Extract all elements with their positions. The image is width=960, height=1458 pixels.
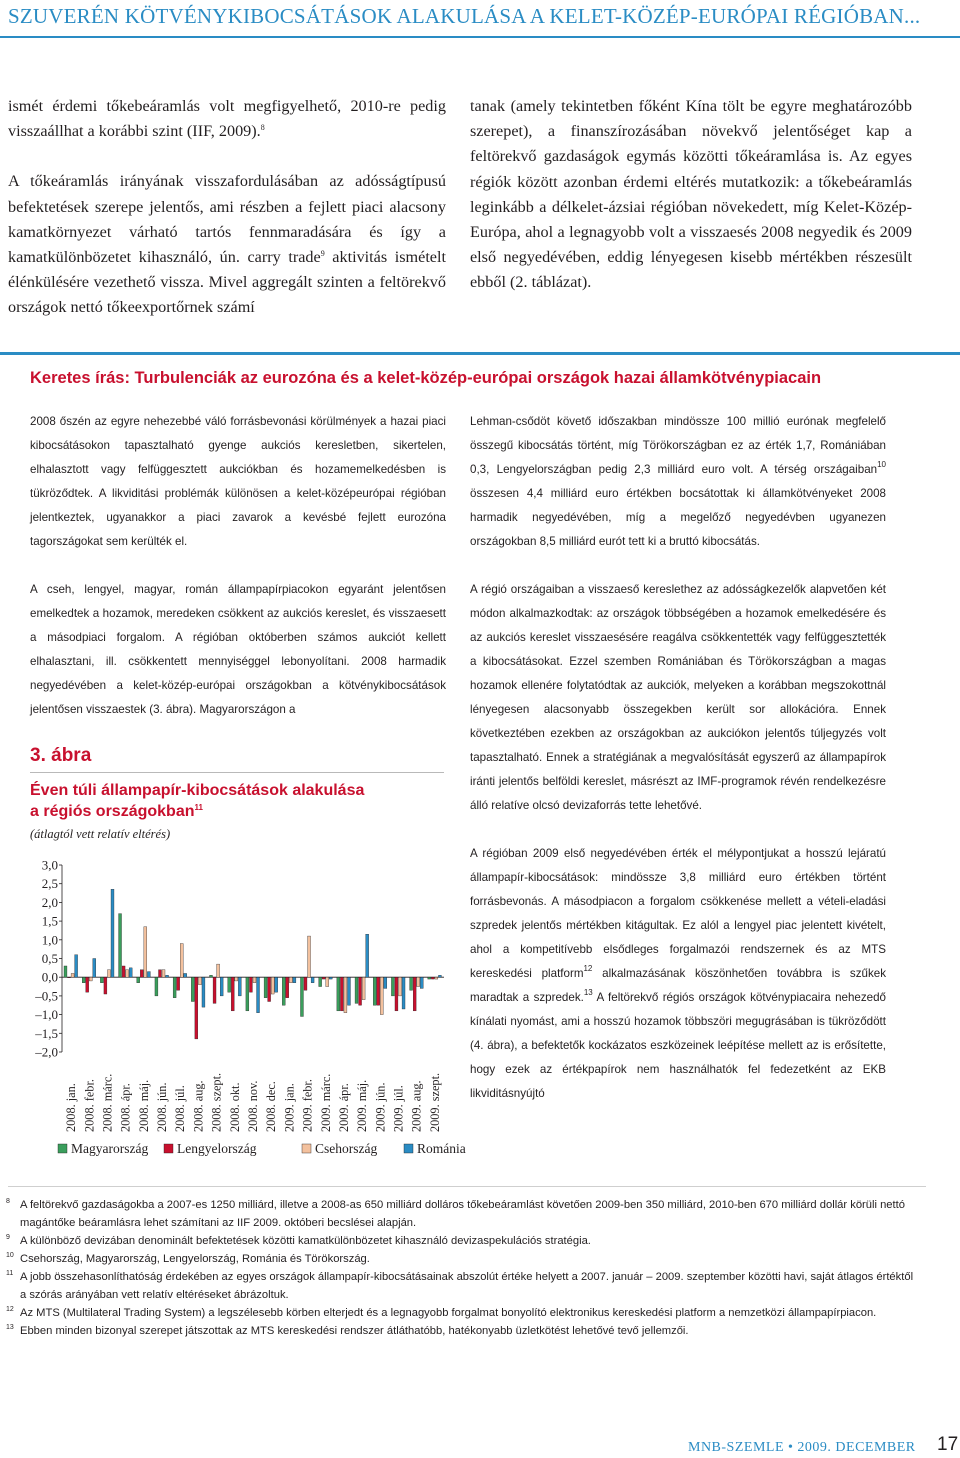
- bar-csehország-4: [144, 927, 147, 977]
- bar-lengyelország-10: [249, 977, 252, 992]
- footnote-8: 8 A feltörekvő gazdaságokba a 2007-es 1250 milliárd, illetve a 2008-as 650 milliárd dolláros tőkebeáramlást követően 2009-ben 350 milliárd, 2010-ben 670 milliárd dollár körüli nettó magántőke beáramlásra lehet számítani az IIF 2009. októberi becslései alapján.: [6, 1198, 905, 1229]
- bar-lengyelország-8: [213, 977, 216, 1003]
- bar-románia-6: [184, 973, 187, 977]
- bar-lengyelország-3: [122, 966, 125, 977]
- box-left-paragraph-2: A cseh, lengyel, magyar, román állampapírpiacokon egyaránt jelentősen emelkedtek a hozamok, meredeken csökkent az aukciós kereslet, és visszaesett a másodpiaci forgalom. A régióban októberben számos aukciót kellett elhalasztani, ill. csökkentett mennyiséggel lebonyolítani. 2008 harmadik negyedévében a kelet-közép-európai országokban a kötvénykibocsátások jelentősen visszaestek (3. ábra). Magyarországon a: [30, 583, 446, 716]
- footnote-12: 12 Az MTS (Multilateral Trading System) a legszélesebb körben elterjedt és a legnagyobb forgalmat bonyolító elektronikus kereskedési platform a nemzetközi állampapírpiacon.: [6, 1306, 877, 1319]
- figure-rule: [30, 772, 444, 773]
- legend-label-3: Románia: [417, 1141, 466, 1156]
- bar-lengyelország-9: [231, 977, 234, 1011]
- bar-lengyelország-7: [195, 977, 198, 1039]
- bar-románia-9: [238, 977, 241, 996]
- bar-chart: [20, 848, 466, 1168]
- bar-csehország-2: [107, 970, 110, 977]
- x-tick-label: 2009. márc.: [318, 1073, 333, 1132]
- bar-csehország-18: [399, 977, 402, 996]
- x-tick-label: 2008. nov.: [246, 1080, 260, 1132]
- bar-románia-0: [75, 955, 78, 977]
- bar-lengyelország-1: [86, 977, 89, 992]
- page-number: 17: [937, 1434, 959, 1455]
- bar-csehország-1: [89, 977, 92, 981]
- bar-lengyelország-5: [159, 970, 162, 977]
- bar-románia-2: [111, 889, 114, 977]
- x-tick-label: 2008. júl.: [173, 1085, 188, 1132]
- x-tick-label: 2009. jún.: [373, 1082, 388, 1132]
- bar-magyarország-12: [282, 977, 285, 1005]
- y-tick-label: 2,0: [41, 894, 58, 910]
- figure-number: 3. ábra: [30, 745, 92, 766]
- bar-magyarország-16: [355, 977, 358, 1003]
- x-tick-label: 2008. febr.: [82, 1079, 97, 1132]
- bar-magyarország-6: [173, 977, 176, 998]
- bar-magyarország-13: [300, 977, 303, 1016]
- bar-csehország-15: [344, 977, 347, 1013]
- x-tick-label: 2008. okt.: [227, 1082, 242, 1132]
- bar-románia-18: [402, 977, 405, 1009]
- box-top-rule: [0, 352, 960, 355]
- y-tick-label: 1,5: [41, 913, 58, 929]
- bar-csehország-14: [326, 977, 329, 986]
- x-tick-label: 2009. szept.: [427, 1072, 442, 1132]
- bar-románia-3: [129, 968, 132, 977]
- bar-románia-11: [275, 977, 278, 992]
- figure-title: Éven túli állampapír-kibocsátások alakulása a régiós országokban$^{11}$: [30, 782, 365, 820]
- x-tick-label: 2008. jan.: [64, 1083, 79, 1132]
- bar-lengyelország-20: [431, 977, 434, 979]
- footnote-13: 13 Ebben minden bizonyal szerepet játszottak az MTS kereskedési rendszer átláthatóbb, hatékonyabb üzletkötést lehetővé tevő jellemzői.: [6, 1324, 689, 1337]
- bar-magyarország-17: [373, 977, 376, 1005]
- bar-magyarország-0: [64, 966, 67, 977]
- bar-csehország-6: [180, 944, 183, 978]
- bar-csehország-7: [198, 977, 201, 984]
- box-left-column: [30, 410, 446, 722]
- x-tick-label: 2008. dec.: [264, 1081, 279, 1132]
- box-right-paragraph-1: Lehman-csődöt követő időszakban mindössze 100 millió eurónak megfelelő összegű kibocsátás történt, míg Törökországban ez az érték 1,7, Romániában 0,3, Lengyelországban pedig 2,3 milliárd euro volt. A térség országaiban$^{10}$ összesen 4,4 milliárd euro értékben bocsátottak ki államkötvényeket 2008 harmadik negyedévében, míg a megelőző negyedévben ugyanezen országokban 8,5 milliárd eurót tett ki a bruttó kibocsátás.: [470, 415, 886, 548]
- footnote-11: 11 A jobb összehasonlíthatóság érdekében az egyes országok állampapír-kibocsátásainak abszolút értéke helyett a 2007. január – 2009. szeptember közötti havi, saját átlagos értéktől a szórás arányában vett relatív eltéréseket ábrázoltuk.: [6, 1270, 914, 1301]
- y-tick-label: 3,0: [41, 857, 58, 873]
- bar-lengyelország-17: [377, 977, 380, 1005]
- bar-magyarország-15: [337, 977, 340, 1011]
- footnotes: [6, 1196, 915, 1340]
- bar-lengyelország-11: [268, 977, 271, 1001]
- bar-csehország-12: [289, 977, 292, 983]
- bar-románia-20: [438, 975, 441, 977]
- bar-csehország-10: [253, 977, 256, 983]
- bar-csehország-3: [126, 970, 129, 977]
- intro-left-paragraph-1: ismét érdemi tőkebeáramlás volt megfigyelhető, 2010-re pedig visszaállhat a korábbi szint (IIF, 2009).$^8$: [8, 97, 446, 141]
- legend-swatch-0: [58, 1144, 67, 1153]
- x-tick-label: 2008. ápr.: [118, 1083, 133, 1132]
- y-tick-label: –1,0: [35, 1007, 58, 1023]
- bar-csehország-5: [162, 970, 165, 977]
- bar-lengyelország-13: [304, 977, 307, 990]
- legend-label-0: Magyarország: [71, 1141, 149, 1156]
- x-tick-label: 2009. máj.: [355, 1079, 370, 1132]
- y-tick-label: –1,5: [35, 1025, 58, 1041]
- bar-magyarország-19: [410, 977, 413, 990]
- bar-románia-15: [348, 977, 351, 1005]
- x-tick-label: 2009. ápr.: [336, 1083, 351, 1132]
- y-tick-label: 1,0: [41, 932, 58, 948]
- legend-swatch-3: [404, 1144, 413, 1153]
- intro-left-paragraph-2: A tőkeáramlás irányának visszafordulásában az adósságtípusú befektetések szerepe jelentős, ami részben a fejlett piaci alacsony kamatkörnyezet várható tartós fennmaradására és így a kamatkülönbözetet kihasználó, ún. carry trade$^9$ aktivitás ismételt élénkülésére vezethető vissza. Mivel aggregált szinten a feltörekvő országok nettó tőkeexportőrnek számí: [8, 172, 446, 317]
- bar-csehország-0: [71, 973, 74, 977]
- bar-románia-13: [311, 977, 314, 983]
- bar-lengyelország-18: [395, 977, 398, 1011]
- bar-magyarország-7: [191, 977, 194, 1001]
- bar-románia-1: [93, 959, 96, 978]
- box-right-column: [470, 410, 886, 1106]
- footnote-rule: [8, 1186, 926, 1187]
- bar-lengyelország-14: [322, 977, 325, 979]
- y-tick-label: –2,0: [35, 1044, 58, 1060]
- legend-label-2: Csehország: [315, 1141, 378, 1156]
- bar-lengyelország-4: [140, 970, 143, 977]
- x-tick-label: 2008. jún.: [155, 1082, 170, 1132]
- bar-magyarország-18: [391, 977, 394, 996]
- bar-románia-5: [166, 975, 169, 977]
- footer-label: MNB-SZEMLE • 2009. DECEMBER: [688, 1440, 916, 1455]
- header-rule: [0, 36, 960, 38]
- bar-magyarország-5: [155, 977, 158, 996]
- legend-swatch-1: [164, 1144, 173, 1153]
- bar-csehország-19: [417, 977, 420, 986]
- bar-magyarország-20: [428, 977, 431, 979]
- bar-csehország-13: [308, 936, 311, 977]
- intro-right-paragraph-1: tanak (amely tekintetben főként Kína tölt be egyre meghatározóbb szerepet), a finanszírozásában növekvő jelentőséget kap a feltörekvő gazdaságok egymás közötti tőkeáramlása is. Az egyes régiók között azonban érdemi eltérés mutatkozik: a tőkebeáramlás leginkább a délkelet-ázsiai régióban növekedett, míg Kelet-Közép-Európa, ahol a legnagyobb volt a visszaesés 2008 negyedik és 2009 első negyedévében, eddig lényegesen kisebb mértékben részesült ebből (2. táblázat).: [470, 97, 912, 292]
- x-tick-label: 2008. szept.: [209, 1072, 224, 1132]
- bar-románia-19: [420, 977, 423, 988]
- x-tick-label: 2009. aug.: [409, 1080, 424, 1132]
- box-right-paragraph-3: A régióban 2009 első negyedévében érték el mélypontjukat a hosszú lejáratú állampapír-kibocsátások: mindössze 3,8 milliárd euro értékben történt forrásbevonás. A másodpiacon a forgalom csökkenése mellett a vételi-eladási szpredek jelentős mértékben kitágultak. Ez alól a lengyel piac jelentett kivételt, ahol a kompetitívebb elsődleges forgalmazói rendszernek és az MTS kereskedési platform$^{12}$ alkalmazásának köszönhetően továbbra is szűkek maradtak a szpredek.$^{13}$ A feltörekvő régiós országok kötvénypiacaira nehezedő kínálati nyomást, ami a hosszú hozamok többszöri megugrásában is tükröződött (4. ábra), a befektetők kockázatos eszközeinek leépítése mellett az is erősítette, hogy ezek az értékpapírok nem használhatók fel fedezetként az EKB likviditásnyújtó: [470, 847, 887, 1100]
- box-left-paragraph-1: 2008 őszén az egyre nehezebbé váló forrásbevonási körülmények a hazai piaci kibocsátásokon tapasztalható gyenge aukciós keresletben, sikertelen, elhalasztott vagy felfüggesztett aukciókban és hozamemelkedésben is tükröződtek. A likviditási problémák különösen a kelet-középeurópai régióban jelentkeztek, ugyanakkor a piaci zavarok a kevésbé fejlett eurozóna tagországokat sem kerülték el.: [30, 415, 446, 548]
- bar-csehország-9: [235, 977, 238, 981]
- bar-magyarország-8: [210, 975, 213, 977]
- bar-lengyelország-2: [104, 977, 107, 994]
- bar-románia-16: [366, 934, 369, 977]
- bar-csehország-11: [271, 977, 274, 994]
- bar-lengyelország-0: [68, 977, 71, 978]
- bar-magyarország-14: [319, 977, 322, 986]
- legend-label-1: Lengyelország: [177, 1141, 257, 1156]
- y-tick-label: 2,5: [41, 876, 58, 892]
- x-tick-label: 2008. márc.: [100, 1073, 115, 1132]
- x-tick-label: 2009. jan.: [282, 1083, 297, 1132]
- bar-csehország-20: [435, 977, 438, 979]
- running-header: SZUVERÉN KÖTVÉNYKIBOCSÁTÁSOK ALAKULÁSA A KELET-KÖZÉP-EURÓPAI RÉGIÓBAN...: [8, 4, 921, 28]
- bar-magyarország-9: [228, 977, 231, 992]
- bar-lengyelország-12: [286, 977, 289, 998]
- bar-magyarország-10: [246, 977, 249, 1011]
- bar-lengyelország-16: [359, 977, 362, 1005]
- y-tick-label: 0,5: [41, 951, 58, 966]
- bar-románia-17: [384, 977, 387, 988]
- box-right-paragraph-2: A régió országaiban a visszaeső kereslethez az adósságkezelők alapvetően két módon alkalmazkodtak: az országok többségében a hozamok emelkedésére és az aukciós kereslet visszaesésére reagálva csökkentették vagy felfüggesztették a kibocsátásokat. Ezzel szemben Romániában és Törökországban a magas hozamok ellenére folytatódtak az aukciók, melyeken a korábban megszokottnál lényegesen alacsonyabb összegekben került sor allokációra. Ennek következtében ezekben az országokban az aukciókon jelentős túljegyzés volt tapasztalható. Ennek a stratégiának a megvalósítását egyszerű az állampapírok iránti jelentős belföldi kereslet, másrészt az IMF-programok révén rendelkezésre álló relatíve olcsó devizaforrás tette lehetővé.: [470, 583, 886, 812]
- bar-románia-12: [293, 977, 296, 983]
- y-tick-label: –0,5: [35, 988, 58, 1004]
- footnote-9: 9 A különböző devizában denominált befektetések közötti kamatkülönbözetet kihasználó devizaspekulációs stratégia.: [6, 1234, 591, 1247]
- box-title: Keretes írás: Turbulenciák az eurozóna és a kelet-közép-európai országok hazai államkötvénypiacain: [30, 369, 822, 387]
- x-tick-label: 2009. júl.: [391, 1085, 406, 1132]
- bar-románia-10: [257, 977, 260, 1013]
- figure-subtitle: (átlagtól vett relatív eltérés): [30, 827, 171, 841]
- bar-csehország-16: [362, 977, 365, 999]
- bar-csehország-17: [380, 977, 383, 1014]
- bar-magyarország-2: [100, 977, 103, 983]
- bar-csehország-8: [217, 964, 220, 977]
- intro-right-column: [470, 94, 912, 296]
- bar-lengyelország-6: [177, 977, 180, 990]
- bar-magyarország-4: [137, 977, 140, 983]
- bar-magyarország-3: [119, 914, 122, 978]
- bar-magyarország-11: [264, 977, 267, 998]
- bar-lengyelország-19: [413, 977, 416, 1011]
- legend-swatch-2: [302, 1144, 311, 1153]
- bar-románia-7: [202, 977, 205, 1007]
- x-tick-label: 2008. máj.: [136, 1079, 151, 1132]
- intro-left-column: [8, 94, 446, 321]
- x-tick-label: 2008. aug.: [191, 1080, 206, 1132]
- x-tick-label: 2009. febr.: [300, 1079, 315, 1132]
- bar-lengyelország-15: [340, 977, 343, 1011]
- y-tick-label: 0,0: [41, 969, 58, 985]
- footnote-10: 10 Csehország, Magyarország, Lengyelország, Románia és Törökország.: [6, 1252, 370, 1265]
- bar-románia-14: [329, 977, 332, 979]
- bar-románia-4: [147, 972, 150, 978]
- bar-románia-8: [220, 977, 223, 996]
- bar-magyarország-1: [82, 977, 85, 983]
